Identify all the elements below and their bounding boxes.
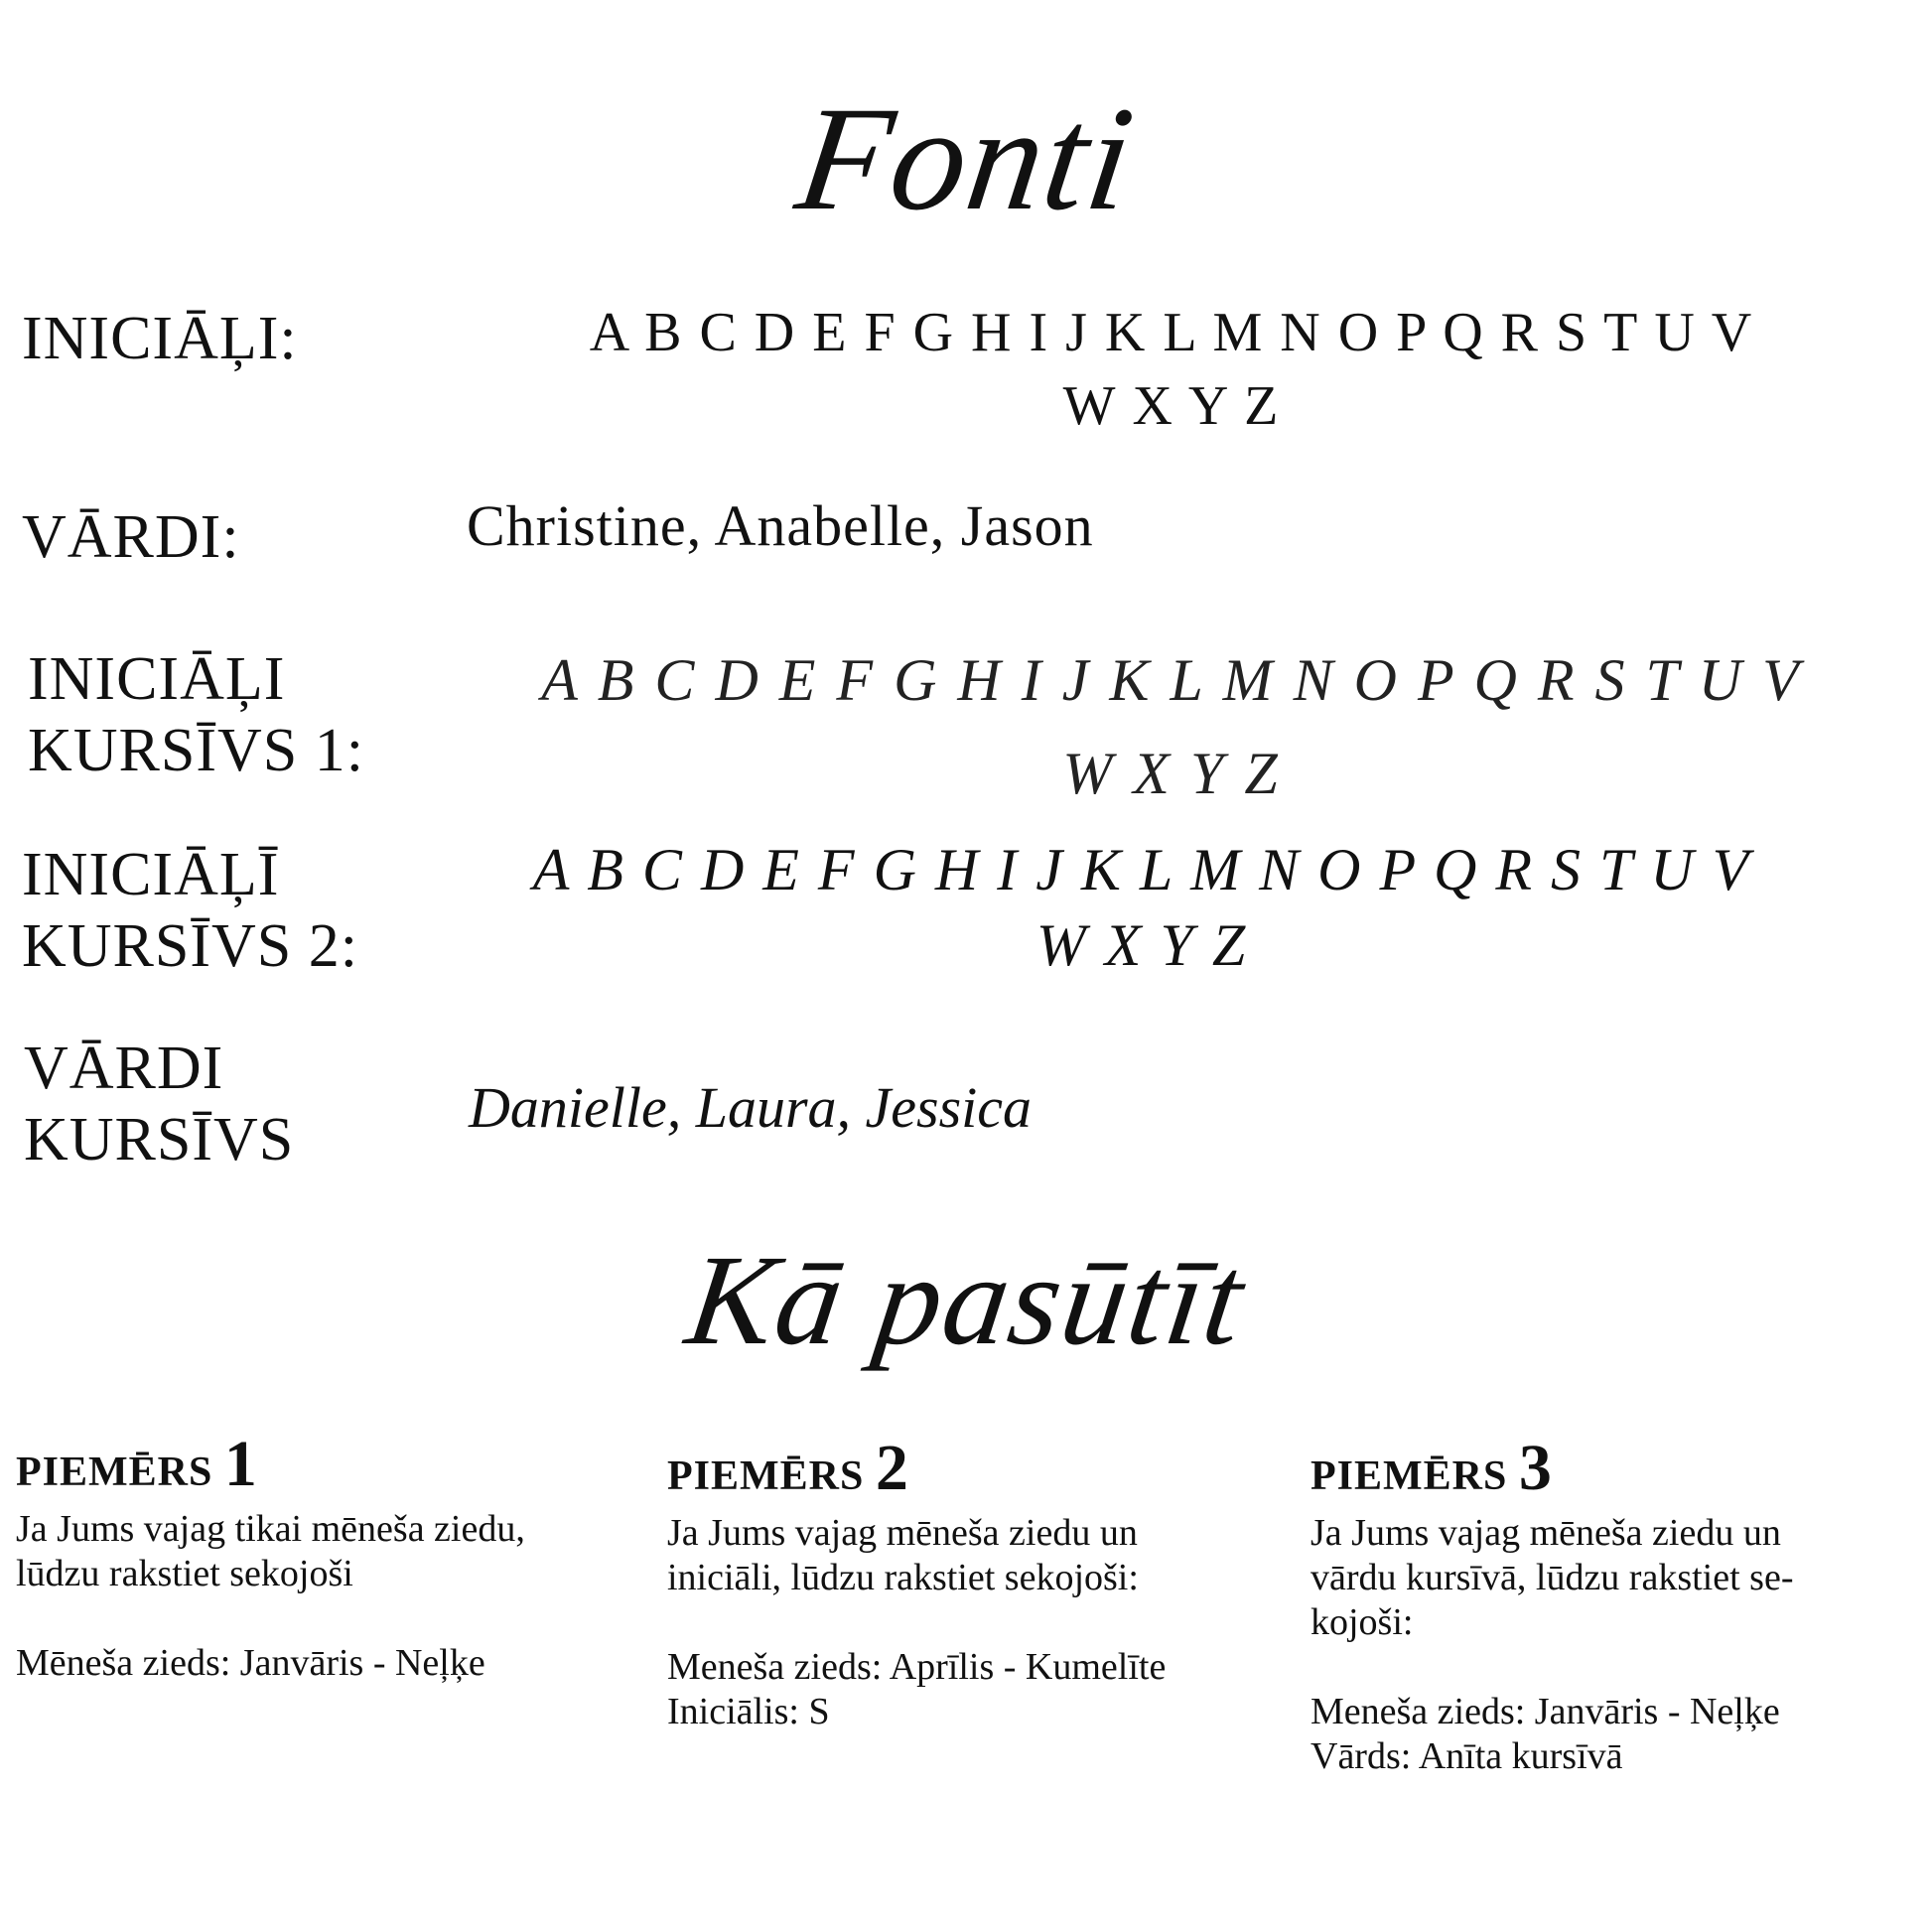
how-to-order-title: Kā pasūtīt	[678, 1229, 1254, 1372]
example-description	[1311, 1511, 1916, 1645]
example-3	[1311, 1434, 1916, 1779]
example-2	[667, 1434, 1303, 1734]
row-label-line: INICIĀĻI:	[22, 305, 298, 372]
value-line: Vārds: Anīta kursīvā	[1311, 1735, 1623, 1777]
example-number: 2	[875, 1432, 909, 1504]
sample-initials	[437, 296, 1906, 443]
example-heading	[1311, 1434, 1916, 1511]
sample-initials-italic-1	[437, 633, 1906, 820]
value-line: Iniciālis: S	[667, 1691, 830, 1732]
example-number: 1	[223, 1428, 258, 1500]
description-line: Ja Jums vajag tikai mēneša ziedu,	[16, 1508, 525, 1550]
description-line: Ja Jums vajag mēneša ziedu un	[667, 1512, 1138, 1554]
row-label-initials	[22, 303, 298, 374]
example-values	[667, 1645, 1303, 1734]
sample-line: Christine, Anabelle, Jason	[467, 493, 1094, 558]
row-label-line: VĀRDI:	[22, 503, 240, 571]
example-heading-text: PIEMĒRS	[1311, 1453, 1508, 1499]
sample-line: W X Y Z	[1062, 375, 1281, 437]
fonts-title: Fonti	[787, 76, 1145, 241]
description-line: vārdu kursīvā, lūdzu rakstiet se-	[1311, 1557, 1794, 1598]
sample-line: W X Y Z	[1062, 741, 1281, 806]
example-description	[16, 1507, 661, 1596]
description-line: iniciāli, lūdzu rakstiet sekojoši:	[667, 1557, 1139, 1598]
sample-names	[467, 490, 1094, 562]
row-label-initials-italic-2	[22, 839, 358, 982]
sample-line: Danielle, Laura, Jessica	[469, 1075, 1033, 1140]
example-heading	[16, 1430, 661, 1507]
sample-line: A B C D E F G H I J K L M N O P Q R S T U V	[589, 302, 1754, 363]
example-values	[1311, 1690, 1916, 1779]
example-1	[16, 1430, 661, 1686]
value-line: Mēneša zieds: Janvāris - Neļķe	[16, 1642, 485, 1684]
example-heading	[667, 1434, 1303, 1511]
row-label-line: VĀRDI	[24, 1035, 224, 1102]
row-label-names-italic	[24, 1033, 294, 1175]
row-label-initials-italic-1	[28, 643, 364, 786]
sample-names-italic	[469, 1072, 1032, 1144]
description-line: lūdzu rakstiet sekojoši	[16, 1553, 353, 1594]
row-label-line: KURSĪVS 1:	[28, 717, 365, 784]
example-description	[667, 1511, 1303, 1600]
row-label-line: KURSĪVS 2:	[22, 912, 359, 980]
description-line: Ja Jums vajag mēneša ziedu un	[1311, 1512, 1781, 1554]
value-line: Meneša zieds: Janvāris - Neļķe	[1311, 1691, 1780, 1732]
sample-line: A B C D E F G H I J K L M N O P Q R S T U V	[541, 647, 1802, 713]
example-values	[16, 1641, 661, 1686]
row-label-line: KURSĪVS	[24, 1106, 295, 1173]
example-heading-text: PIEMĒRS	[667, 1453, 865, 1499]
row-label-line: INICIĀĻI	[28, 645, 286, 713]
sample-line: W X Y Z	[1035, 912, 1248, 978]
example-number: 3	[1518, 1432, 1553, 1504]
description-line: kojoši:	[1311, 1601, 1414, 1643]
row-label-names	[22, 501, 240, 573]
sample-initials-italic-2	[437, 832, 1847, 983]
example-heading-text: PIEMĒRS	[16, 1449, 213, 1495]
row-label-line: INICIĀĻĪ	[22, 841, 280, 908]
value-line: Meneša zieds: Aprīlis - Kumelīte	[667, 1646, 1167, 1688]
sample-line: A B C D E F G H I J K L M N O P Q R S T U V	[532, 837, 1751, 902]
